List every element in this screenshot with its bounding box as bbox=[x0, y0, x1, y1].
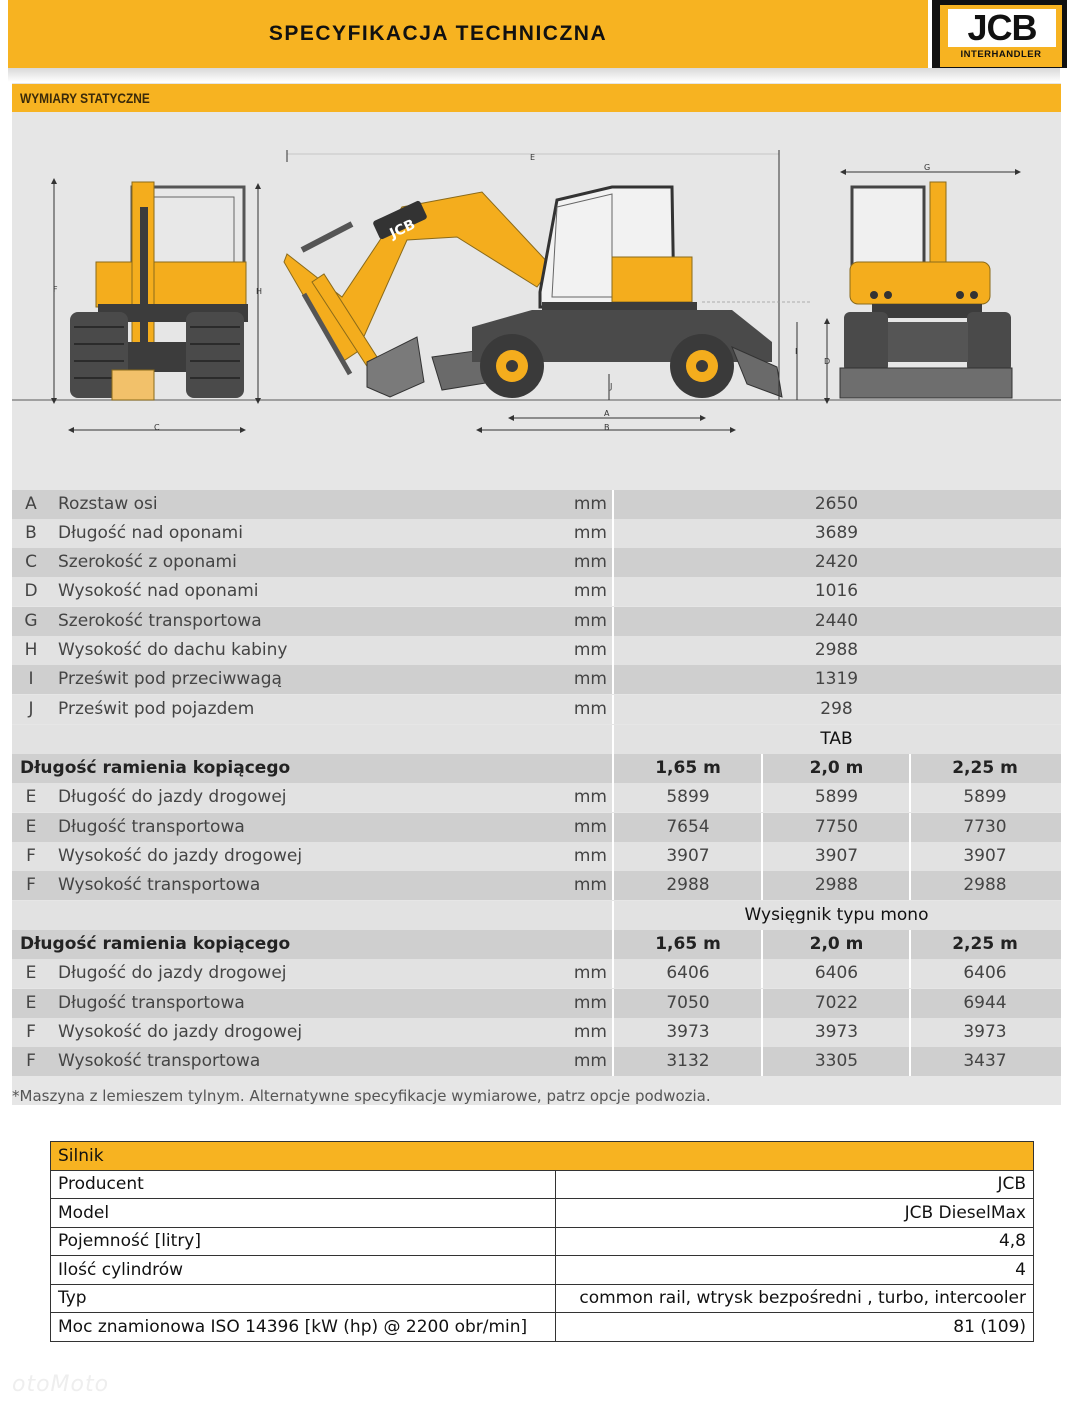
dim-label-b: B bbox=[604, 423, 610, 432]
tab-col-1: 1,65 m bbox=[655, 758, 721, 778]
engine-value: common rail, wtrysk bezpośredni , turbo, intercooler bbox=[556, 1284, 1034, 1313]
front-right-tyre bbox=[186, 312, 244, 398]
mono-arm-label: Długość ramienia kopiącego bbox=[20, 934, 291, 954]
mono-row-value: 3132 bbox=[666, 1051, 710, 1071]
tab-row-value: 2988 bbox=[666, 875, 710, 895]
tab-group-title: TAB bbox=[820, 729, 853, 749]
section-bar bbox=[12, 84, 1061, 112]
front-body bbox=[96, 262, 246, 307]
mono-row-value: 3973 bbox=[666, 1022, 710, 1042]
dimension-label: Rozstaw osi bbox=[58, 494, 158, 514]
engine-key: Ilość cylindrów bbox=[51, 1256, 556, 1285]
mono-row-letter: F bbox=[26, 1022, 36, 1042]
section-title: WYMIARY STATYCZNE bbox=[20, 90, 150, 106]
mono-col-2: 2,0 m bbox=[809, 934, 864, 954]
mono-row-value: 3437 bbox=[963, 1051, 1007, 1071]
tab-row-value: 3907 bbox=[666, 846, 710, 866]
dimension-letter: G bbox=[24, 611, 38, 631]
dimension-letter: A bbox=[25, 494, 37, 514]
logo-subtitle: INTERHANDLER bbox=[960, 49, 1042, 60]
tab-row-label: Wysokość do jazdy drogowej bbox=[58, 846, 303, 866]
mono-group-header bbox=[12, 901, 1061, 930]
tab-row-value: 2988 bbox=[963, 875, 1007, 895]
mono-row-letter: E bbox=[25, 993, 37, 1013]
dimension-label: Prześwit pod pojazdem bbox=[58, 699, 255, 719]
mono-row-value: 6406 bbox=[963, 963, 1007, 983]
tab-row-letter: E bbox=[25, 817, 37, 837]
excavator-dimension-diagram bbox=[12, 112, 1061, 490]
rear-dozer-blade bbox=[840, 368, 1012, 398]
dimension-letter: D bbox=[24, 581, 38, 601]
mono-row bbox=[12, 959, 1061, 988]
dimension-letter: C bbox=[25, 552, 37, 572]
dimension-value: 2650 bbox=[814, 494, 859, 514]
tab-row-label: Długość transportowa bbox=[58, 817, 245, 837]
tab-row-value: 5899 bbox=[963, 787, 1007, 807]
mono-row-value: 7050 bbox=[666, 993, 710, 1013]
mono-row-value: 3305 bbox=[814, 1051, 859, 1071]
tab-row bbox=[12, 842, 1061, 871]
engine-value: 4 bbox=[556, 1256, 1034, 1285]
dim-label-g: G bbox=[924, 163, 931, 172]
boom-logo-text: JCB bbox=[387, 216, 418, 243]
tab-column-header bbox=[12, 754, 1061, 783]
dimension-value: 2440 bbox=[814, 611, 859, 631]
engine-value: JCB DieselMax bbox=[556, 1199, 1034, 1228]
mono-row-letter: E bbox=[25, 963, 37, 983]
dimension-label: Szerokość transportowa bbox=[58, 611, 262, 631]
page-title: SPECYFIKACJA TECHNICZNA bbox=[268, 22, 608, 45]
dimension-row bbox=[12, 636, 1061, 665]
header-bar bbox=[8, 0, 928, 68]
engine-key: Producent bbox=[51, 1170, 556, 1199]
dimension-label: Szerokość z oponami bbox=[58, 552, 237, 572]
dimension-unit: mm bbox=[573, 523, 607, 543]
tab-row-unit: mm bbox=[573, 875, 607, 895]
engine-value: JCB bbox=[556, 1170, 1034, 1199]
engine-key: Pojemność [litry] bbox=[51, 1227, 556, 1256]
dimension-row bbox=[12, 695, 1061, 724]
mono-column-header bbox=[12, 930, 1061, 959]
rear-view bbox=[824, 163, 1021, 404]
mono-row-letter: F bbox=[26, 1051, 36, 1071]
front-view bbox=[51, 178, 262, 433]
dimension-unit: mm bbox=[573, 611, 607, 631]
tab-row-label: Wysokość transportowa bbox=[58, 875, 261, 895]
dimension-row bbox=[12, 665, 1061, 694]
mono-row bbox=[12, 989, 1061, 1018]
engine-title-row bbox=[51, 1142, 1034, 1171]
dim-label-h: H bbox=[256, 287, 263, 296]
tab-row-value: 3907 bbox=[963, 846, 1007, 866]
dimension-unit: mm bbox=[573, 699, 607, 719]
dimension-value: 3689 bbox=[814, 523, 859, 543]
engine-key: Model bbox=[51, 1199, 556, 1228]
dimension-label: Wysokość do dachu kabiny bbox=[58, 640, 288, 660]
logo-brand: JCB bbox=[948, 9, 1056, 47]
dim-label-c: C bbox=[154, 423, 160, 432]
mono-row bbox=[12, 1047, 1061, 1076]
tab-row bbox=[12, 871, 1061, 900]
tab-col-3: 2,25 m bbox=[952, 758, 1018, 778]
dimension-row bbox=[12, 607, 1061, 636]
mono-row-label: Wysokość do jazdy drogowej bbox=[58, 1022, 303, 1042]
mono-row-value: 7022 bbox=[814, 993, 859, 1013]
engine-value: 4,8 bbox=[556, 1227, 1034, 1256]
mono-row-value: 6406 bbox=[814, 963, 859, 983]
mono-row-value: 6944 bbox=[963, 993, 1007, 1013]
header-shadow bbox=[8, 68, 1060, 82]
engine-row bbox=[51, 1284, 1034, 1313]
tab-row-value: 5899 bbox=[666, 787, 710, 807]
dimension-value: 2420 bbox=[814, 552, 859, 572]
tab-row-letter: E bbox=[25, 787, 37, 807]
dim-label-e: E bbox=[530, 153, 536, 162]
tab-col-2: 2,0 m bbox=[809, 758, 864, 778]
mono-row-unit: mm bbox=[573, 963, 607, 983]
engine-row bbox=[51, 1256, 1034, 1285]
engine-value: 81 (109) bbox=[556, 1313, 1034, 1342]
mono-col-3: 2,25 m bbox=[952, 934, 1018, 954]
tab-row-unit: mm bbox=[573, 817, 607, 837]
dimension-letter: B bbox=[25, 523, 37, 543]
tab-row-letter: F bbox=[26, 875, 36, 895]
dimension-unit: mm bbox=[573, 669, 607, 689]
dimension-letter: I bbox=[28, 669, 34, 689]
tab-row-value: 7750 bbox=[814, 817, 859, 837]
mono-row-unit: mm bbox=[573, 993, 607, 1013]
engine-table bbox=[50, 1141, 1034, 1342]
dimension-value: 298 bbox=[820, 699, 853, 719]
side-view bbox=[284, 150, 812, 433]
engine-key: Moc znamionowa ISO 14396 [kW (hp) @ 2200 obr/min] bbox=[51, 1313, 556, 1342]
tab-row-value: 2988 bbox=[814, 875, 859, 895]
engine-row bbox=[51, 1313, 1034, 1342]
mono-row-value: 3973 bbox=[963, 1022, 1007, 1042]
rear-left-tyre bbox=[844, 312, 888, 372]
tab-row bbox=[12, 783, 1061, 812]
side-bucket bbox=[367, 337, 424, 397]
mono-row bbox=[12, 1018, 1061, 1047]
dimension-value: 1016 bbox=[814, 581, 859, 601]
dim-label-i: I bbox=[795, 347, 798, 356]
mono-row-label: Długość transportowa bbox=[58, 993, 245, 1013]
tab-group-header bbox=[12, 725, 1061, 754]
side-counterweight bbox=[612, 257, 692, 302]
dimension-row bbox=[12, 577, 1061, 606]
mono-row-value: 3973 bbox=[814, 1022, 859, 1042]
engine-key: Typ bbox=[51, 1284, 556, 1313]
dimension-letter: J bbox=[28, 699, 34, 719]
dimension-value: 1319 bbox=[814, 669, 859, 689]
dimension-row bbox=[12, 490, 1061, 519]
dimension-unit: mm bbox=[573, 552, 607, 572]
tab-row-label: Długość do jazdy drogowej bbox=[58, 787, 287, 807]
dimension-unit: mm bbox=[573, 581, 607, 601]
mono-row-unit: mm bbox=[573, 1022, 607, 1042]
tab-row-value: 5899 bbox=[814, 787, 859, 807]
engine-row bbox=[51, 1199, 1034, 1228]
jcb-logo bbox=[932, 0, 1067, 68]
dimension-unit: mm bbox=[573, 494, 607, 514]
tab-arm-label: Długość ramienia kopiącego bbox=[20, 758, 291, 778]
dim-label-j: J bbox=[610, 382, 613, 391]
tab-row-value: 7730 bbox=[963, 817, 1007, 837]
tab-row-letter: F bbox=[26, 846, 36, 866]
engine-title: Silnik bbox=[51, 1142, 1034, 1171]
mono-row-unit: mm bbox=[573, 1051, 607, 1071]
dimension-value: 2988 bbox=[814, 640, 859, 660]
rear-counterweight bbox=[850, 262, 990, 304]
mono-row-label: Długość do jazdy drogowej bbox=[58, 963, 287, 983]
dimension-label: Prześwit pod przeciwwagą bbox=[58, 669, 282, 689]
tab-row-unit: mm bbox=[573, 846, 607, 866]
watermark: otoMoto bbox=[12, 1372, 110, 1397]
mono-row-label: Wysokość transportowa bbox=[58, 1051, 261, 1071]
dim-label-d: D bbox=[824, 357, 831, 366]
tab-row-value: 3907 bbox=[814, 846, 859, 866]
dimension-row bbox=[12, 548, 1061, 577]
mono-group-title: Wysięgnik typu mono bbox=[744, 905, 929, 925]
rear-right-tyre bbox=[967, 312, 1011, 372]
mono-col-1: 1,65 m bbox=[655, 934, 721, 954]
dimension-label: Wysokość nad oponami bbox=[58, 581, 259, 601]
tab-row-value: 7654 bbox=[666, 817, 710, 837]
dim-label-f: F bbox=[53, 285, 58, 294]
tab-row-unit: mm bbox=[573, 787, 607, 807]
engine-row bbox=[51, 1170, 1034, 1199]
dimension-label: Długość nad oponami bbox=[58, 523, 243, 543]
dimension-row bbox=[12, 519, 1061, 548]
mono-row-value: 6406 bbox=[666, 963, 710, 983]
dim-label-a: A bbox=[604, 409, 610, 418]
engine-row bbox=[51, 1227, 1034, 1256]
dimension-unit: mm bbox=[573, 640, 607, 660]
dimension-letter: H bbox=[24, 640, 38, 660]
tab-row bbox=[12, 813, 1061, 842]
footnote: *Maszyna z lemieszem tylnym. Alternatywne specyfikacje wymiarowe, patrz opcje podwozia. bbox=[12, 1087, 711, 1105]
